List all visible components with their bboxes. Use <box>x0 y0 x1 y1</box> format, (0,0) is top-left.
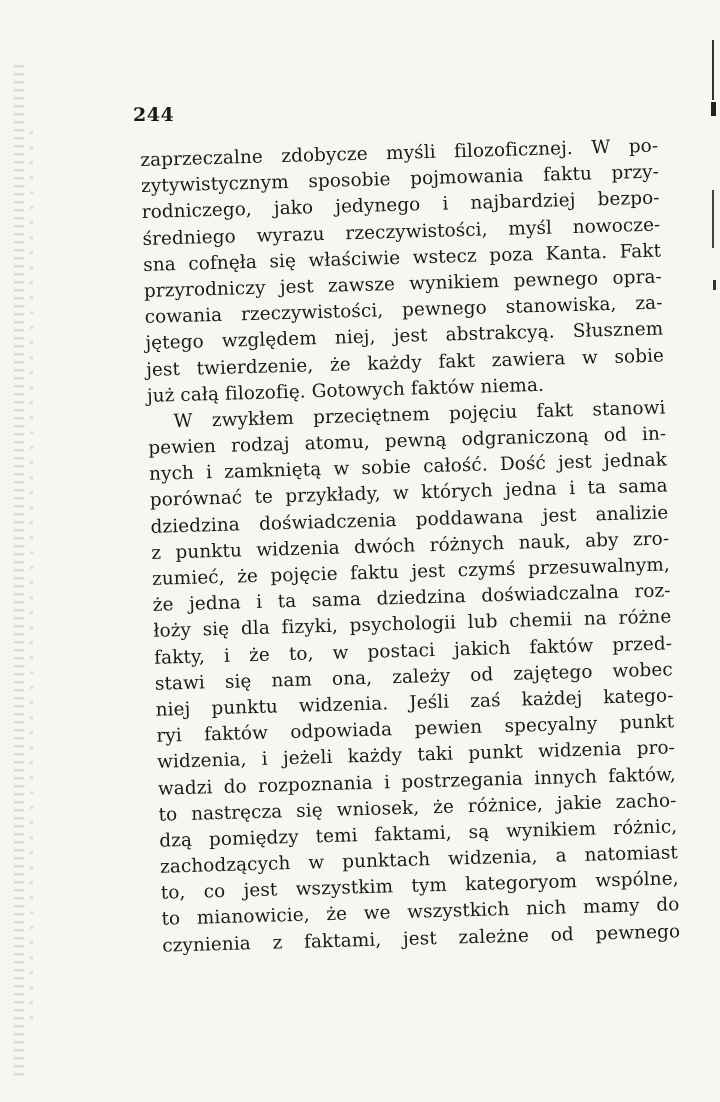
text-line: już całą filozofię. Gotowych faktów niema. <box>146 374 545 407</box>
page-number: 244 <box>133 104 175 126</box>
text-line: zytywistycznym sposobie pojmowania faktu przy- <box>140 161 660 198</box>
text-line: cowania rzeczywistości, pewnego stanowiska, za- <box>144 292 663 329</box>
text-line: że jedna i ta sama dziedzina doświadczalna roz- <box>152 580 671 617</box>
scan-gutter-shadow <box>14 60 24 1080</box>
text-line: z punktu widzenia dwóch różnych nauk, aby zro- <box>151 528 670 564</box>
text-line: zachodzących w punktach widzenia, a natomiast <box>159 842 679 878</box>
text-line: sna cofnęła się właściwie wstecz poza Kanta. Fakt <box>142 240 662 276</box>
body-text <box>140 134 680 960</box>
text-line: zaprzeczalne zdobycze myśli filozoficznej. W po- <box>140 135 659 171</box>
text-line: pewien rodzaj atomu, pewną odgraniczoną od in- <box>148 423 667 459</box>
text-line: to mianowicie, że we wszystkich nich mamy do <box>161 894 680 931</box>
text-line: niej punktu widzenia. Jeśli zaś każdej katego- <box>155 685 674 721</box>
text-line: średniego wyrazu rzeczywistości, myśl nowocze- <box>142 214 661 250</box>
text-line: czynienia z faktami, jest zależne od pewnego <box>161 920 681 957</box>
scan-edge-mark <box>712 190 714 248</box>
scan-edge-mark <box>713 280 716 290</box>
text-line: to, co jest wszystkim tym kategoryom wspólne, <box>160 868 679 904</box>
text-line: jętego względem niej, jest abstrakcyą. Słusznem <box>145 318 664 355</box>
text-line: wadzi do rozpoznania i postrzegania innych faktów, <box>157 763 676 800</box>
text-line: łoży się dla fizyki, psychologii lub chemii na różne <box>153 606 672 643</box>
text-line: fakty, i że to, w postaci jakich faktów przed- <box>153 632 673 669</box>
text-line: ryi faktów odpowiada pewien specyalny punkt <box>156 711 675 747</box>
text-line: nych i zamkniętą w sobie całość. Dość jest jednak <box>148 449 668 486</box>
text-line: zumieć, że pojęcie faktu jest czymś przesuwalnym, <box>151 554 671 590</box>
text-line: porównać te przykłady, w których jedna i ta sama <box>149 475 668 512</box>
scan-edge-mark <box>712 40 714 100</box>
text-line: rodniczego, jako jedynego i najbardziej bezpo- <box>141 187 660 224</box>
scan-gutter-speckles <box>30 120 33 1020</box>
paragraph-first-line: W zwykłem przeciętnem pojęciu fakt stanowi <box>173 397 666 433</box>
text-line: jest twierdzenie, że każdy fakt zawiera w sobie <box>145 344 665 381</box>
text-line: stawi się nam ona, zależy od zajętego wobec <box>154 659 674 695</box>
text-line: przyrodniczy jest zawsze wynikiem pewnego opra- <box>143 266 663 302</box>
text-line: dziedzina doświadczenia poddawana jest analizie <box>150 502 669 538</box>
text-line: to nastręcza się wniosek, że różnice, jakie zacho- <box>158 789 677 826</box>
text-line: widzenia, i jeżeli każdy taki punkt widzenia pro- <box>156 737 676 774</box>
text-line: dzą pomiędzy temi faktami, są wynikiem różnic, <box>159 816 678 852</box>
scan-edge-mark <box>711 102 716 116</box>
